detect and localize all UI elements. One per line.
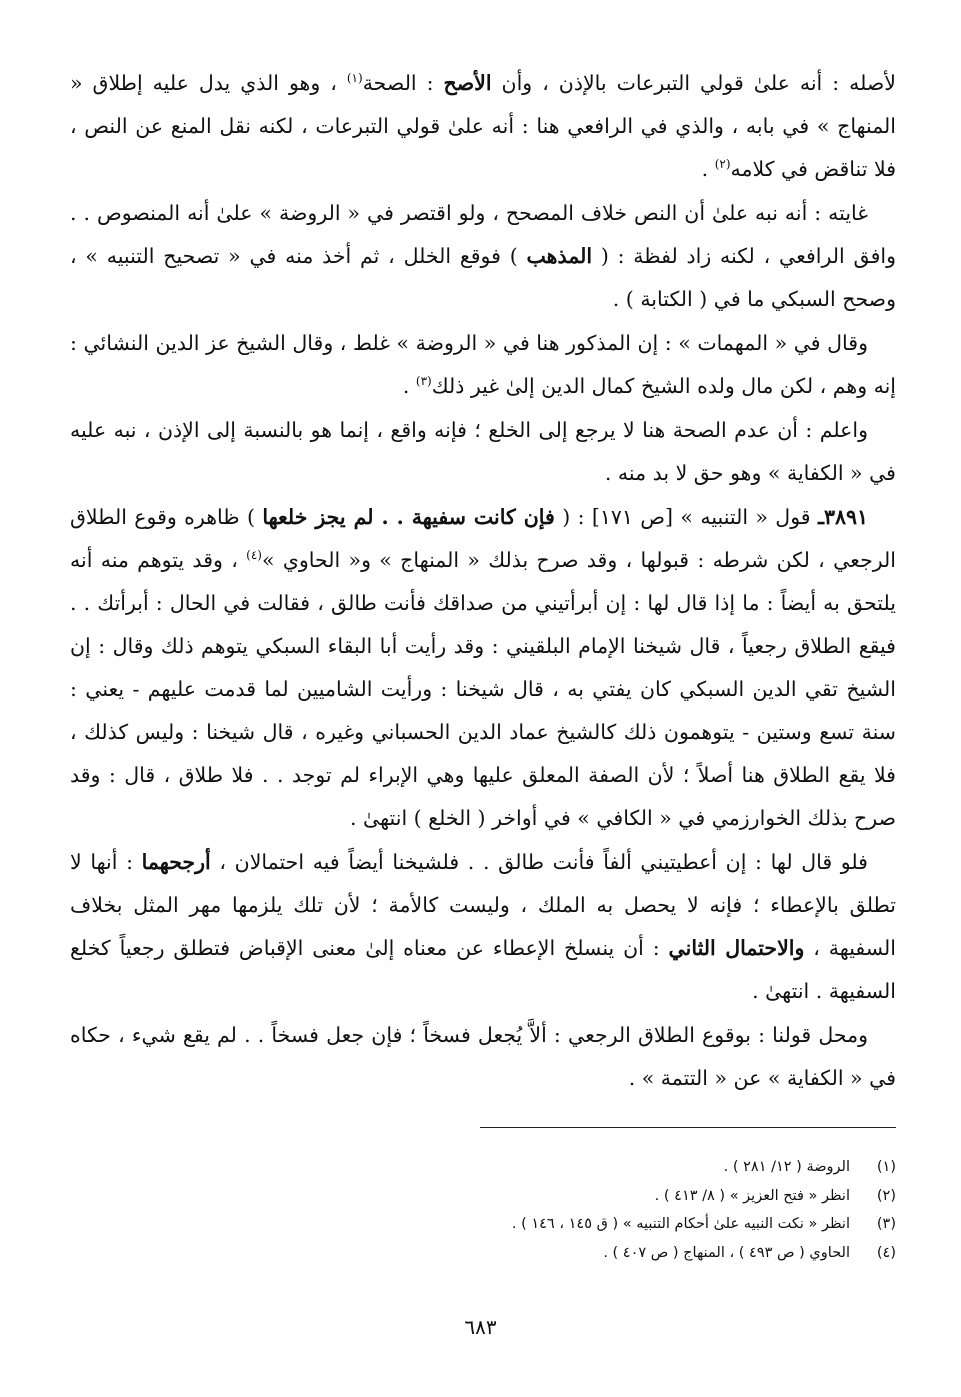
- text-run: ) فوقع الخلل ، ثم أخذ منه في « تصحيح التنبيه » ، وصحح السبكي ما في ( الكتابة ) .: [70, 244, 896, 311]
- footnote-text: انظر « فتح العزيز » ( ٨/ ٤١٣ ) .: [654, 1187, 850, 1204]
- text-run: : أنها لا تطلق بالإعطاء ؛ فإنه لا يحصل به الملك ، وليست كالأمة ؛ لأن تلك يلزمها مهر المثل بخلاف السفيهة ،: [70, 850, 896, 960]
- bold-term: المذهب: [526, 244, 593, 268]
- text-run: وقال في « المهمات » : إن المذكور هنا في « الروضة » غلط ، وقال الشيخ عز الدين النشائي : إنه وهم ، لكن مال ولده الشيخ كمال الدين إلىٰ غير ذلك: [70, 331, 896, 398]
- text-run: قول « التنبيه » [ص ١٧١] : (: [554, 505, 818, 529]
- paragraph-3: [70, 322, 896, 408]
- paragraph-7: [70, 1014, 896, 1100]
- footnote-4: [176, 1239, 896, 1268]
- paragraph-4: [70, 409, 896, 495]
- bold-term: أرجحهما: [141, 850, 211, 874]
- entry-number: ٣٨٩١ـ: [817, 505, 869, 529]
- text-run: .: [402, 374, 416, 398]
- footnote-ref-3: (٣): [415, 374, 432, 389]
- bold-quote: فإن كانت سفيهة . . لم يجز خلعها: [262, 505, 555, 529]
- main-text: [70, 62, 896, 1100]
- text-run: واعلم : أن عدم الصحة هنا لا يرجع إلى الخلع ؛ فإنه واقع ، إنما هو بالنسبة إلى الإذن ، نبه عليه في « الكفاية » وهو حق لا بد منه .: [70, 418, 896, 485]
- text-run: ، وهو الذي يدل عليه إطلاق « المنهاج » في بابه ، والذي في الرافعي هنا : أنه علىٰ قولي التبرعات ، لكنه نقل المنع عن النص ، فلا تناقض في كلامه: [70, 71, 896, 181]
- paragraph-2: [70, 192, 896, 321]
- footnote-2: [176, 1182, 896, 1211]
- footnote-ref-1: (١): [346, 71, 363, 86]
- page-content: [70, 62, 896, 1100]
- page-number: ٦٨٣: [464, 1315, 497, 1339]
- footnote-number: (١): [876, 1159, 896, 1175]
- text-run: : أن ينسلخ الإعطاء عن معناه إلىٰ معنى الإقباض فتطلق رجعياً كخلع السفيهة . انتهىٰ .: [70, 936, 896, 1003]
- footnote-text: انظر « نكت النبيه علىٰ أحكام التنبيه » ( ق ١٤٥ ، ١٤٦ ) .: [511, 1216, 850, 1232]
- footnote-number: (٢): [876, 1187, 896, 1204]
- footnote-divider: [480, 1127, 896, 1128]
- paragraph-6: [70, 841, 896, 1013]
- footnote-ref-2: (٢): [714, 157, 731, 172]
- paragraph-5: [70, 496, 896, 840]
- bold-term: الأصح: [443, 71, 492, 95]
- footnote-number: (٣): [876, 1216, 896, 1232]
- footnote-ref-4: (٤): [246, 548, 262, 563]
- text-run: ) ظاهره وقوع الطلاق الرجعي ، لكن شرطه : قبولها ، وقد صرح بذلك « المنهاج » و« الحاوي »: [70, 505, 896, 572]
- footnote-3: [176, 1210, 896, 1239]
- text-run: لأصله : أنه علىٰ قولي التبرعات بالإذن ، وأن: [491, 71, 896, 95]
- footnote-text: الروضة ( ١٢/ ٢٨١ ) .: [723, 1159, 850, 1175]
- text-run: فلو قال لها : إن أعطيتيني ألفاً فأنت طالق . . فلشيخنا أيضاً فيه احتمالان ،: [210, 850, 868, 874]
- text-run: : الصحة: [362, 71, 444, 95]
- footnotes: [176, 1153, 896, 1267]
- bold-term: والاحتمال الثاني: [668, 936, 805, 960]
- footnote-number: (٤): [876, 1244, 896, 1261]
- footnote-text: الحاوي ( ص ٤٩٣ ) ، المنهاج ( ص ٤٠٧ ) .: [603, 1244, 850, 1261]
- text-run: ، وقد يتوهم منه أنه يلتحق به أيضاً : ما إذا قال لها : إن أبرأتيني من صداقك فأنت طالق ، فقالت في الحال : أبرأتك . . فيقع الطلاق رجعياً ، قال شيخنا الإمام البلقيني : وقد رأيت أبا البقاء السبكي يتوهم ذلك وقال : إن الشيخ تقي الدين السبكي كان يفتي به ، قال شيخنا : ورأيت الشاميين لما قدمت عليهم - يعني : سنة تسع وستين - يتوهمون ذلك كالشيخ عماد الدين الحسباني وغيره ، قال شيخنا : وليس كذلك ، فلا يقع الطلاق هنا أصلاً ؛ لأن الصفة المعلق عليها وهي الإبراء لم توجد . . فلا طلاق ، قال : وقد صرح بذلك الخوارزمي في « الكافي » في أواخر ( الخلع ) انتهىٰ .: [70, 548, 896, 830]
- text-run: غايته : أنه نبه علىٰ أن النص خلاف المصحح ، ولو اقتصر في « الروضة » علىٰ أنه المنصوص . . وافق الرافعي ، لكنه زاد لفظة : (: [70, 201, 896, 268]
- text-run: .: [701, 157, 715, 181]
- text-run: ومحل قولنا : بوقوع الطلاق الرجعي : ألاَّ يُجعل فسخاً ؛ فإن جعل فسخاً . . لم يقع شيء ، حكاه في « الكفاية » عن « التتمة » .: [70, 1023, 896, 1090]
- footnote-1: [176, 1153, 896, 1182]
- paragraph-1: [70, 62, 896, 191]
